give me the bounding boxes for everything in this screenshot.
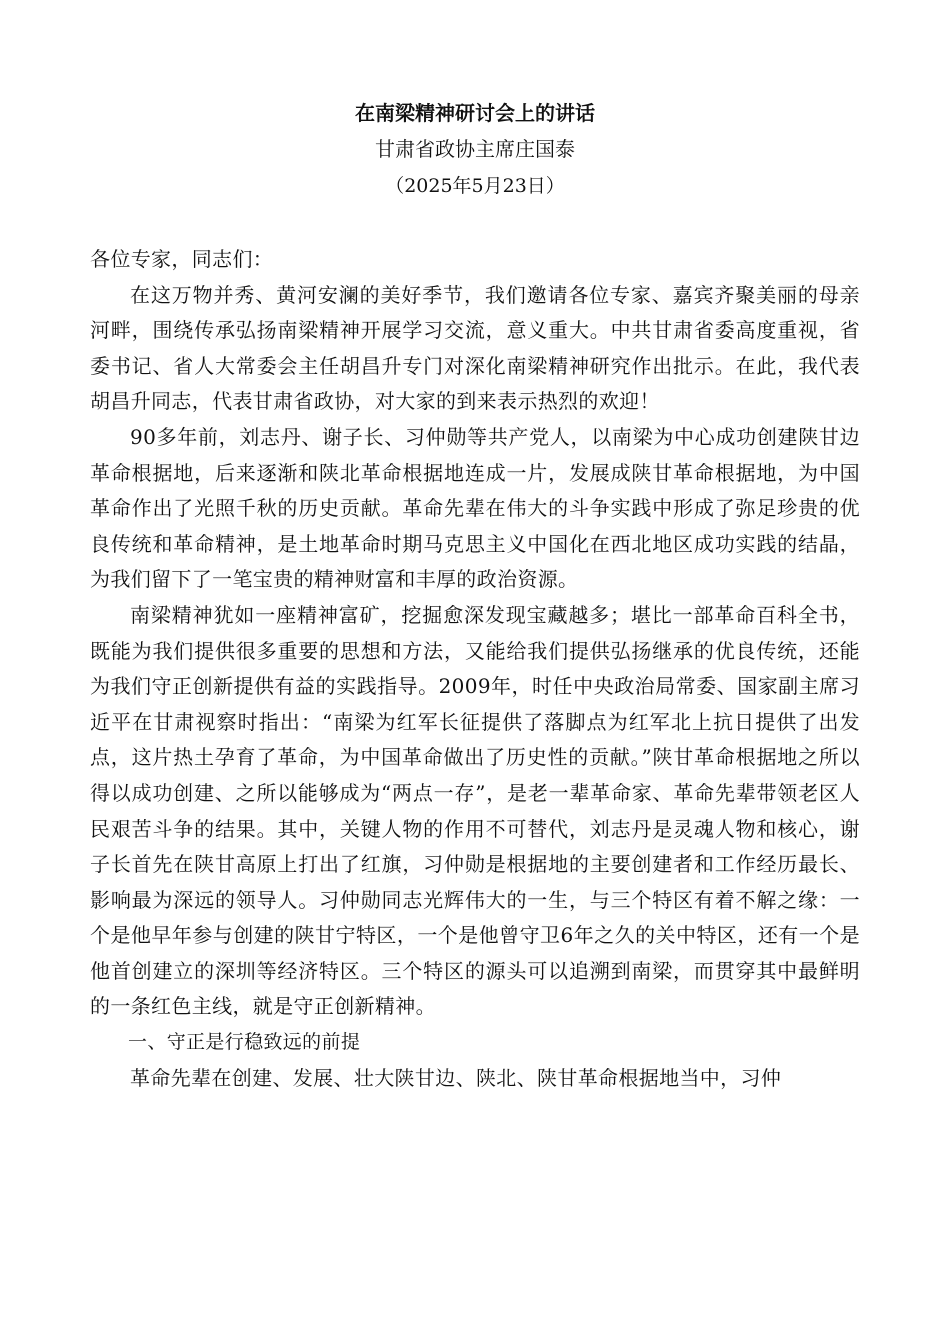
- section-heading: 一、守正是行稳致远的前提: [128, 1031, 361, 1054]
- salutation: 各位专家，同志们：: [90, 247, 274, 271]
- document-date: （2025年5月23日）: [385, 175, 565, 197]
- paragraph-3: 南梁精神犹如一座精神富矿，挖掘愈深发现宝藏越多；堪比一部革命百科全书，既能为我们提供很多重要的思想和方法，又能给我们提供弘扬继承的优良传统，还能为我们守正创新提供有益的实践指导。2009年，时任中央政治局常委、国家副主席习近平在甘肃视察时指出：“南梁为红军长征提供了落脚点为红军北上抗日提供了出发点，这片热土孕育了革命，为中国革命做出了历史性的贡献。”陕甘革命根据地之所以得以成功创建、之所以能够成为“两点一存”，是老一辈革命家、革命先辈带领老区人民艰苦斗争的结果。其中，关键人物的作用不可替代，刘志丹是灵魂人物和核心，谢子长首先在陕甘高原上打出了红旗，习仲勋是根据地的主要创建者和工作经历最长、影响最为深远的领导人。习仲勋同志光辉伟大的一生，与三个特区有着不解之缘：一个是他早年参与创建的陕甘宁特区，一个是他曾守卫6年之久的关中特区，还有一个是他首创建立的深圳等经济特区。三个特区的源头可以追溯到南梁，而贯穿其中最鲜明的一条红色主线，就是守正创新精神。: [90, 602, 860, 1019]
- paragraph-2: 90多年前，刘志丹、谢子长、习仲勋等共产党人，以南梁为中心成功创建陕甘边革命根据地，后来逐渐和陕北革命根据地连成一片，发展成陕甘革命根据地，为中国革命作出了光照千秋的历史贡献。革命先辈在伟大的斗争实践中形成了弥足珍贵的优良传统和革命精神，是土地革命时期马克思主义中国化在西北地区成功实践的结晶，为我们留下了一笔宝贵的精神财富和丰厚的政治资源。: [90, 424, 860, 592]
- document-author: 甘肃省政协主席庄国泰: [375, 137, 575, 161]
- paragraph-4: 革命先辈在创建、发展、壮大陕甘边、陕北、陕甘革命根据地当中，习仲: [130, 1065, 782, 1090]
- paragraph-1: 在这万物并秀、黄河安澜的美好季节，我们邀请各位专家、嘉宾齐聚美丽的母亲河畔，围绕传承弘扬南梁精神开展学习交流，意义重大。中共甘肃省委高度重视，省委书记、省人大常委会主任胡昌升专门对深化南梁精神研究作出批示。在此，我代表胡昌升同志，代表甘肃省政协，对大家的到来表示热烈的欢迎！: [90, 282, 860, 414]
- document-title: 在南梁精神研讨会上的讲话: [355, 101, 595, 125]
- document-body: [90, 242, 860, 1096]
